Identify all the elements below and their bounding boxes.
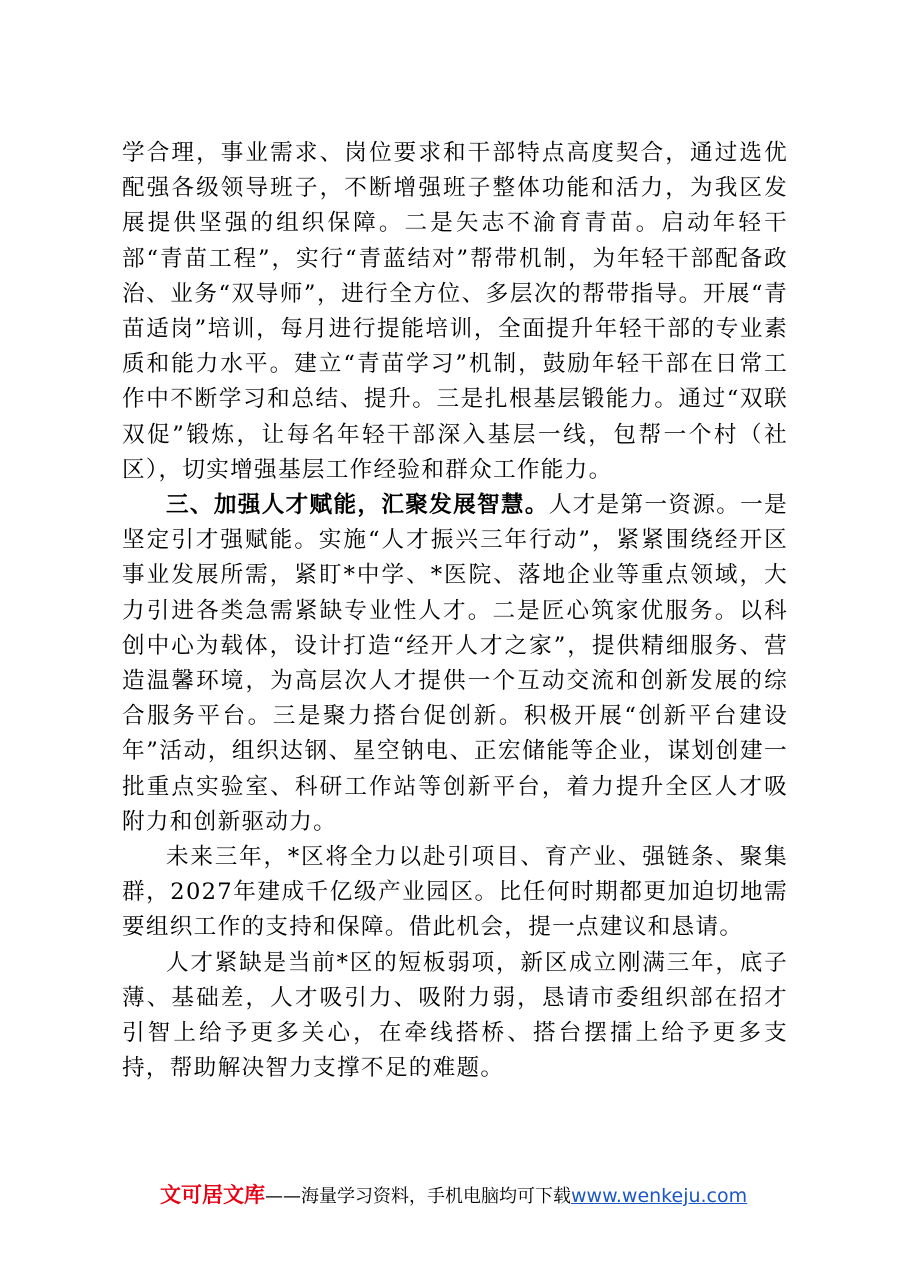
footer-site-link[interactable]: www.wenkeju.com — [571, 1185, 748, 1207]
section-heading: 三、加强人才赋能，汇聚发展智慧。 — [166, 492, 549, 519]
footer-banner — [160, 1182, 780, 1210]
document-body — [122, 136, 788, 1086]
paragraph-1 — [122, 136, 788, 488]
footer-brand: 文可居文库 — [160, 1183, 265, 1207]
paragraph-4-text: 人才紧缺是当前*区的短板弱项，新区成立刚满三年，底子薄、基础差，人才吸引力、吸附力弱，恳请市委组织部在招才引智上给予更多关心，在牵线搭桥、搭台摆擂上给予更多支持，帮助解决智力支撑不足的难题。 — [122, 949, 788, 1082]
paragraph-3-text: 未来三年，*区将全力以赴引项目、育产业、强链条、聚集群，2027年建成千亿级产业园区。比任何时期都更加迫切地需要组织工作的支持和保障。借此机会，提一点建议和恳请。 — [122, 844, 788, 941]
paragraph-1-text: 学合理，事业需求、岗位要求和干部特点高度契合，通过选优配强各级领导班子，不断增强班子整体功能和活力，为我区发展提供坚强的组织保障。二是矢志不渝育青苗。启动年轻干部“青苗工程”，实行“青蓝结对”帮带机制，为年轻干部配备政治、业务“双导师”，进行全方位、多层次的帮带指导。开展“青苗适岗”培训，每月进行提能培训，全面提升年轻干部的专业素质和能力水平。建立“青苗学习”机制，鼓励年轻干部在日常工作中不断学习和总结、提升。三是扎根基层锻能力。通过“双联双促”锻炼，让每名年轻干部深入基层一线，包帮一个村（社区），切实增强基层工作经验和群众工作能力。 — [122, 140, 788, 483]
paragraph-3 — [122, 840, 788, 946]
paragraph-2 — [122, 488, 788, 840]
paragraph-2-text: 人才是第一资源。一是坚定引才强赋能。实施“人才振兴三年行动”，紧紧围绕经开区事业发展所需，紧盯*中学、*医院、落地企业等重点领域，大力引进各类急需紧缺专业性人才。二是匠心筑家优服务。以科创中心为载体，设计打造“经开人才之家”，提供精细服务、营造温馨环境，为高层次人才提供一个互动交流和创新发展的综合服务平台。三是聚力搭台促创新。积极开展“创新平台建设年”活动，组织达钢、星空钠电、正宏储能等企业，谋划创建一批重点实验室、科研工作站等创新平台，着力提升全区人才吸附力和创新驱动力。 — [122, 492, 788, 835]
paragraph-4 — [122, 946, 788, 1087]
footer-tagline: ——海量学习资料，手机电脑均可下载 — [265, 1186, 571, 1207]
